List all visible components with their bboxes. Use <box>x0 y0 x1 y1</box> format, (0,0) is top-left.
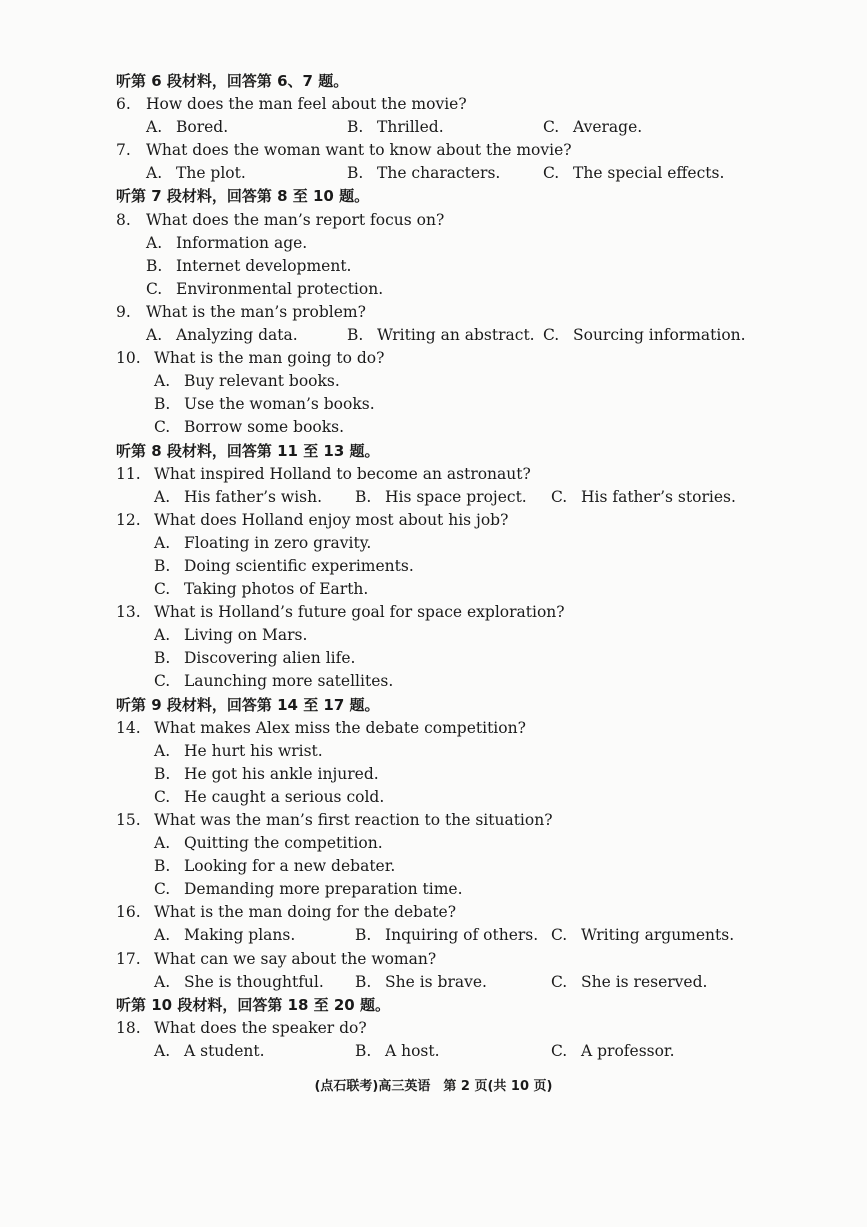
answer-option <box>543 116 642 139</box>
question-number: 13. <box>116 603 141 622</box>
answer-option <box>154 786 766 809</box>
options-group <box>116 832 766 901</box>
option-label: B. <box>355 487 372 506</box>
option-text: Discovering alien life. <box>184 649 356 668</box>
options-group <box>116 116 766 139</box>
option-label: B. <box>347 164 364 183</box>
question-text: What was the man’s first reaction to the situation? <box>154 811 553 829</box>
option-text: Use the woman’s books. <box>184 395 375 414</box>
question-number: 18. <box>116 1018 141 1037</box>
question-stem <box>116 901 766 924</box>
option-text: She is brave. <box>385 972 487 991</box>
question-stem <box>116 717 766 740</box>
question-text: What is the man’s problem? <box>146 302 366 321</box>
question-text: What does the woman want to know about the movie? <box>146 141 572 160</box>
option-text: He caught a serious cold. <box>184 787 385 806</box>
option-text: Buy relevant books. <box>184 372 340 391</box>
question-stem <box>116 809 766 832</box>
option-label: B. <box>347 118 364 137</box>
answer-option <box>543 162 724 185</box>
answer-option <box>154 416 766 439</box>
option-text: A professor. <box>581 1041 675 1060</box>
question-stem <box>116 209 766 232</box>
option-text: Thrilled. <box>377 118 444 137</box>
option-text: Making plans. <box>184 926 296 945</box>
answer-option <box>154 578 766 601</box>
option-text: His father’s stories. <box>581 487 736 506</box>
answer-option <box>154 832 766 855</box>
question-text: What is the man doing for the debate? <box>154 903 457 922</box>
answer-option <box>154 532 766 555</box>
option-text: Inquiring of others. <box>385 926 539 945</box>
question-text: How does the man feel about the movie? <box>146 95 467 114</box>
option-text: Internet development. <box>176 256 352 275</box>
answer-option <box>146 255 766 278</box>
answer-option <box>146 324 347 347</box>
option-label: C. <box>154 787 171 806</box>
option-label: B. <box>355 1041 372 1060</box>
option-label: A. <box>154 1041 171 1060</box>
option-label: C. <box>551 972 568 991</box>
option-label: C. <box>154 672 171 691</box>
option-label: A. <box>146 118 163 137</box>
question-stem <box>116 948 766 971</box>
answer-option <box>146 116 347 139</box>
answer-option <box>355 971 551 994</box>
answer-option <box>154 924 355 947</box>
option-text: Sourcing information. <box>573 326 746 345</box>
option-label: C. <box>154 580 171 599</box>
question-number: 9. <box>116 302 131 321</box>
answer-option <box>551 971 707 994</box>
option-text: She is thoughtful. <box>184 972 324 991</box>
option-label: A. <box>146 164 163 183</box>
option-label: A. <box>154 533 171 552</box>
option-label: B. <box>355 972 372 991</box>
option-label: B. <box>154 556 171 575</box>
question-number: 7. <box>116 141 131 160</box>
answer-option <box>154 1040 355 1063</box>
question-number: 15. <box>116 811 141 829</box>
option-text: Writing arguments. <box>581 926 735 945</box>
option-label: B. <box>154 764 171 783</box>
option-label: A. <box>154 972 171 991</box>
option-text: Information age. <box>176 233 308 252</box>
page-footer: (点石联考)高三英语 第 2 页(共 10 页) <box>314 1079 553 1094</box>
option-label: C. <box>543 118 560 137</box>
option-label: A. <box>154 487 171 506</box>
option-label: C. <box>551 1041 568 1060</box>
option-text: Looking for a new debater. <box>184 857 396 876</box>
option-label: A. <box>146 233 163 252</box>
answer-option <box>347 162 543 185</box>
option-label: B. <box>154 857 171 876</box>
option-label: C. <box>154 880 171 899</box>
question-stem <box>116 301 766 324</box>
answer-option <box>154 855 766 878</box>
options-group <box>116 924 766 947</box>
option-text: Average. <box>573 118 643 137</box>
section-header: 听第 6 段材料，回答第 6、7 题。 <box>116 72 349 90</box>
option-text: Doing scientific experiments. <box>184 556 414 575</box>
answer-option <box>154 763 766 786</box>
question-text: What does the man’s report focus on? <box>146 210 445 229</box>
answer-option <box>551 1040 675 1063</box>
answer-option <box>154 393 766 416</box>
answer-option <box>154 878 766 901</box>
options-group <box>116 624 766 693</box>
answer-option <box>154 624 766 647</box>
answer-option <box>146 232 766 255</box>
question-stem <box>116 509 766 532</box>
question-number: 6. <box>116 95 131 114</box>
option-label: C. <box>551 487 568 506</box>
option-label: C. <box>146 279 163 298</box>
option-label: A. <box>154 626 171 645</box>
question-number: 12. <box>116 510 141 529</box>
options-group <box>116 1040 766 1063</box>
option-text: Environmental protection. <box>176 279 384 298</box>
option-text: The plot. <box>176 164 246 183</box>
question-number: 16. <box>116 903 141 922</box>
option-text: The characters. <box>377 164 501 183</box>
option-text: His space project. <box>385 487 527 506</box>
question-text: What inspired Holland to become an astronaut? <box>154 464 531 483</box>
option-label: B. <box>146 256 163 275</box>
option-text: Demanding more preparation time. <box>184 880 463 899</box>
question-content <box>116 70 766 1063</box>
question-text: What does Holland enjoy most about his job? <box>154 510 509 529</box>
question-text: What makes Alex miss the debate competition? <box>154 718 526 737</box>
question-stem <box>116 601 766 624</box>
section-header: 听第 9 段材料，回答第 14 至 17 题。 <box>116 695 380 714</box>
answer-option <box>154 647 766 670</box>
option-label: A. <box>154 926 171 945</box>
options-group <box>116 324 766 347</box>
option-text: A host. <box>385 1041 440 1060</box>
option-label: C. <box>543 164 560 183</box>
options-group <box>116 370 766 439</box>
option-text: She is reserved. <box>581 972 708 991</box>
question-stem <box>116 347 766 370</box>
section-header: 听第 8 段材料，回答第 11 至 13 题。 <box>116 441 380 460</box>
answer-option <box>146 278 766 301</box>
question-stem <box>116 93 766 116</box>
options-group <box>116 532 766 601</box>
answer-option <box>154 486 355 509</box>
answer-option <box>146 162 347 185</box>
question-text: What is the man going to do? <box>154 349 385 368</box>
answer-option <box>551 486 736 509</box>
option-text: Taking photos of Earth. <box>184 580 369 599</box>
answer-option <box>355 1040 551 1063</box>
question-stem <box>116 139 766 162</box>
option-label: B. <box>154 395 171 414</box>
option-text: He hurt his wrist. <box>184 741 323 760</box>
option-text: His father’s wish. <box>184 487 323 506</box>
section-header: 听第 7 段材料，回答第 8 至 10 题。 <box>116 187 370 206</box>
question-text: What does the speaker do? <box>154 1018 367 1037</box>
option-text: Floating in zero gravity. <box>184 533 372 552</box>
options-group <box>116 232 766 301</box>
answer-option <box>543 324 746 347</box>
question-number: 8. <box>116 210 131 229</box>
option-text: Bored. <box>176 118 229 137</box>
option-text: He got his ankle injured. <box>184 764 379 783</box>
option-label: A. <box>154 741 171 760</box>
option-label: A. <box>154 834 171 853</box>
question-number: 17. <box>116 949 141 968</box>
answer-option <box>355 924 551 947</box>
question-stem <box>116 1017 766 1040</box>
question-stem <box>116 463 766 486</box>
option-text: Living on Mars. <box>184 626 308 645</box>
option-label: B. <box>355 926 372 945</box>
option-label: C. <box>154 418 171 437</box>
question-text: What can we say about the woman? <box>154 949 437 968</box>
question-number: 14. <box>116 718 141 737</box>
question-text: What is Holland’s future goal for space exploration? <box>154 603 565 622</box>
options-group <box>116 162 766 185</box>
answer-option <box>355 486 551 509</box>
answer-option <box>154 971 355 994</box>
question-number: 11. <box>116 464 141 483</box>
answer-option <box>154 555 766 578</box>
answer-option <box>347 324 543 347</box>
answer-option <box>154 740 766 763</box>
option-label: C. <box>551 926 568 945</box>
options-group <box>116 971 766 994</box>
option-text: Writing an abstract. <box>377 326 535 345</box>
options-group <box>116 486 766 509</box>
answer-option <box>347 116 543 139</box>
question-number: 10. <box>116 349 141 368</box>
option-label: A. <box>154 372 171 391</box>
answer-option <box>551 924 734 947</box>
answer-option <box>154 370 766 393</box>
option-text: Quitting the competition. <box>184 834 383 853</box>
option-text: Analyzing data. <box>176 326 298 345</box>
answer-option <box>154 670 766 693</box>
option-label: B. <box>154 649 171 668</box>
section-header: 听第 10 段材料，回答第 18 至 20 题。 <box>116 995 390 1014</box>
option-text: A student. <box>184 1041 265 1060</box>
option-label: A. <box>146 326 163 345</box>
option-label: C. <box>543 326 560 345</box>
option-text: The special effects. <box>573 164 725 183</box>
options-group <box>116 740 766 809</box>
option-label: B. <box>347 326 364 345</box>
option-text: Launching more satellites. <box>184 672 394 691</box>
option-text: Borrow some books. <box>184 418 345 437</box>
